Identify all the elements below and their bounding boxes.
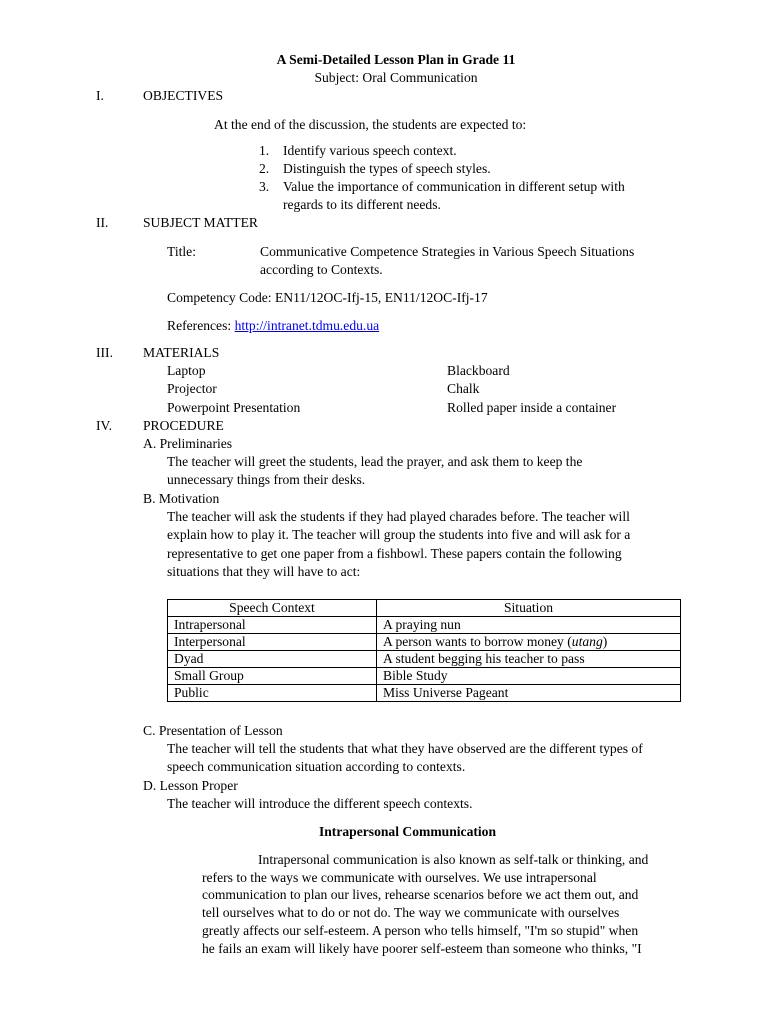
motivation-text: representative to get one paper from a fishbowl. These papers contain the following xyxy=(167,546,622,561)
context-cell: Public xyxy=(168,685,377,702)
procedure-heading: PROCEDURE xyxy=(143,418,224,433)
presentation-text: speech communication situation according to contexts. xyxy=(167,759,466,774)
table-row xyxy=(168,634,681,651)
paragraph-line: greatly affects our self-esteem. A person who tells himself, "I'm so stupid" when xyxy=(202,923,639,938)
paragraph-line: refers to the ways we communicate with ourselves. We use intrapersonal xyxy=(202,870,597,885)
title-label: Title: xyxy=(167,244,196,259)
situation-cell: Miss Universe Pageant xyxy=(377,685,681,702)
objective-number: 3. xyxy=(259,179,270,194)
objectives-heading: OBJECTIVES xyxy=(143,88,224,103)
preliminaries-text: The teacher will greet the students, lead the prayer, and ask them to keep the xyxy=(167,454,583,469)
references xyxy=(167,317,379,335)
material-item: Powerpoint Presentation xyxy=(167,400,301,415)
references-link[interactable]: http://intranet.tdmu.edu.ua xyxy=(234,318,380,333)
paragraph-line: tell ourselves what to do or not do. The way we communicate with ourselves xyxy=(202,905,620,920)
table-row xyxy=(168,651,681,668)
intrapersonal-heading: Intrapersonal Communication xyxy=(318,824,497,839)
motivation-text: situations that they will have to act: xyxy=(167,564,361,579)
situation-cell: A student begging his teacher to pass xyxy=(377,651,681,668)
objectives-intro: At the end of the discussion, the students are expected to: xyxy=(214,117,527,132)
table-row xyxy=(168,685,681,702)
speech-context-table xyxy=(167,599,681,702)
lesson-title-line: according to Contexts. xyxy=(260,262,383,277)
subject-matter-heading: SUBJECT MATTER xyxy=(143,215,258,230)
material-item: Rolled paper inside a container xyxy=(447,400,617,415)
context-cell: Intrapersonal xyxy=(168,617,377,634)
materials-heading: MATERIALS xyxy=(143,345,220,360)
context-cell: Small Group xyxy=(168,668,377,685)
material-item: Chalk xyxy=(447,381,480,396)
materials-numeral: III. xyxy=(96,345,113,360)
lesson-proper-text: The teacher will introduce the different speech contexts. xyxy=(167,796,473,811)
situation-cell: A praying nun xyxy=(377,617,681,634)
table-header-row xyxy=(168,600,681,617)
situation-text: A person wants to borrow money ( xyxy=(383,634,572,649)
situation-cell: Bible Study xyxy=(377,668,681,685)
situation-italic: utang xyxy=(571,634,603,649)
lesson-title-line: Communicative Competence Strategies in Various Speech Situations xyxy=(260,244,635,259)
objective-item: Value the importance of communication in different setup with xyxy=(283,179,625,194)
motivation-text: The teacher will ask the students if they had played charades before. The teacher will xyxy=(167,509,630,524)
paragraph-line: he fails an exam will likely have poorer self-esteem than someone who thinks, "I xyxy=(202,941,642,956)
table-row xyxy=(168,668,681,685)
lesson-proper-heading: D. Lesson Proper xyxy=(143,778,238,793)
procedure-numeral: IV. xyxy=(96,418,112,433)
situation-cell xyxy=(377,634,681,651)
context-cell: Dyad xyxy=(168,651,377,668)
objective-item: Identify various speech context. xyxy=(283,143,457,158)
presentation-heading: C. Presentation of Lesson xyxy=(143,723,283,738)
material-item: Projector xyxy=(167,381,217,396)
references-label: References: xyxy=(167,318,235,333)
document-title: A Semi-Detailed Lesson Plan in Grade 11 xyxy=(276,52,516,67)
paragraph-line: communication to plan our lives, rehearse scenarios before we act them out, and xyxy=(202,887,639,902)
preliminaries-heading: A. Preliminaries xyxy=(143,436,233,451)
competency-code: Competency Code: EN11/12OC-Ifj-15, EN11/12OC-Ifj-17 xyxy=(167,290,488,305)
motivation-text: explain how to play it. The teacher will group the students into five and will ask for a xyxy=(167,527,631,542)
preliminaries-text: unnecessary things from their desks. xyxy=(167,472,366,487)
column-header: Speech Context xyxy=(168,600,377,617)
objectives-numeral: I. xyxy=(96,88,104,103)
objective-number: 2. xyxy=(259,161,270,176)
table-row xyxy=(168,617,681,634)
objective-item: Distinguish the types of speech styles. xyxy=(283,161,491,176)
paragraph-line: Intrapersonal communication is also known as self-talk or thinking, and xyxy=(258,852,649,867)
context-cell: Interpersonal xyxy=(168,634,377,651)
column-header: Situation xyxy=(377,600,681,617)
presentation-text: The teacher will tell the students that what they have observed are the different types of xyxy=(167,741,643,756)
material-item: Laptop xyxy=(167,363,206,378)
document-subject: Subject: Oral Communication xyxy=(314,70,478,85)
situation-text-end: ) xyxy=(602,634,608,649)
subject-matter-numeral: II. xyxy=(96,215,109,230)
objective-item-continued: regards to its different needs. xyxy=(283,197,441,212)
material-item: Blackboard xyxy=(447,363,510,378)
objective-number: 1. xyxy=(259,143,270,158)
motivation-heading: B. Motivation xyxy=(143,491,220,506)
